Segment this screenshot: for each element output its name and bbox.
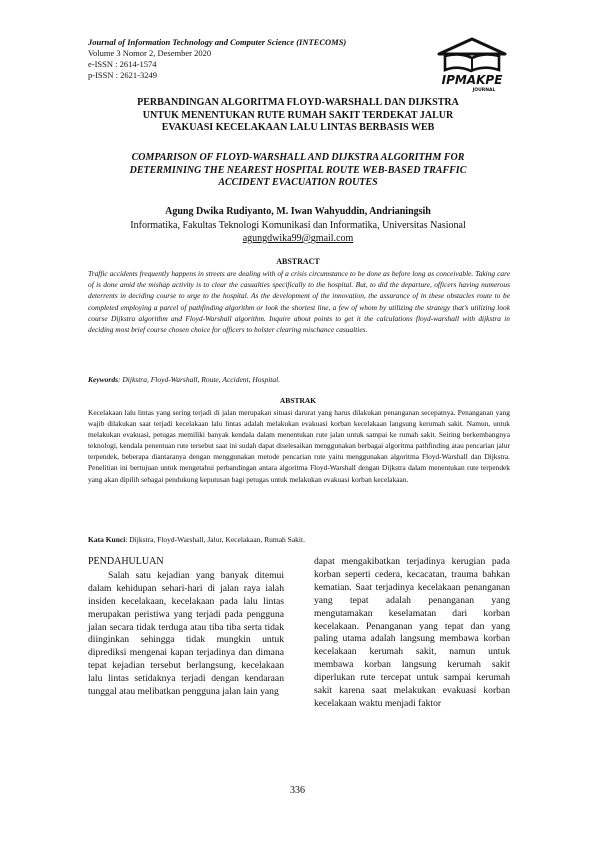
abstract-heading: ABSTRACT bbox=[276, 257, 320, 266]
author-email bbox=[88, 233, 508, 245]
title-id-line: UNTUK MENENTUKAN RUTE RUMAH SAKIT TERDEKAT JALUR bbox=[142, 109, 454, 121]
title-en-line: DETERMINING THE NEAREST HOSPITAL ROUTE WEB-BASED TRAFFIC bbox=[129, 164, 467, 176]
email-link[interactable]: agungdwika99@gmail.com bbox=[242, 233, 354, 244]
page-number: 336 bbox=[290, 785, 305, 796]
abstrak-text: Kecelakaan lalu lintas yang sering terjadi di jalan merupakan situasi darurat yang harus dilakukan penanganan secepatnya. Penanganan yang wajib dilakukan saat terjadi kecelakaan lalu lintas adalah melakukan evakuasi korban kecelakaan langsung kerumah sakit. Namun, untuk melakukan evakuasi, petugas memiliki banyak kendala dalam menentukan rute jalan untuk sampai ke rumah sakit. Seiring berkembangnya teknologi, kendala penentuan rute tersebut saat ini sudah dapat diselesaikan menggunakan berbagai algoritma pathfinding atau pencarian jalur terpendek, beberapa diantaranya dengan menggunakan metode pencarian rute yaitu menggunakan algoritma Floyd-Warshall dan Dijkstra. Penelitian ini bertujuan untuk mengetahui perbandingan antara algoritma Floyd-Warshall dengan Dijkstra dalam menentukan rute terpendek yang akan dipilih sebagai pendukung keputusan bagi petugas untuk melakukan evakuasi korban kecelakaan. bbox=[88, 408, 510, 484]
abstrak-heading: ABSTRAK bbox=[279, 396, 317, 405]
journal-title: Journal of Information Technology and Computer Science (INTECOMS) bbox=[88, 37, 347, 47]
kata-kunci bbox=[88, 535, 508, 545]
affiliation: Informatika, Fakultas Teknologi Komunikasi dan Informatika, Universitas Nasional bbox=[130, 220, 466, 231]
body-paragraph: Salah satu kejadian yang banyak ditemui dalam kehidupan sehari-hari di jalan raya ialah insiden kecelakaan, kecelakaan pada lalu lintas merupakan peristiwa yang terjadi pada pengguna jalan secara tidak terduga atau tiba tiba serta tidak diinginkan sehingga tidak mungkin untuk diprediksi mengenai kapan terjadinya dan dimana tepat kejadian tersebut berlangsung, kecelakaan lalu lintas setidaknya terjadi dengan kendaraan tunggal atau melibatkan pengguna jalan lain yang bbox=[88, 569, 284, 698]
title-id-line: PERBANDINGAN ALGORITMA FLOYD-WARSHALL DAN DIJKSTRA bbox=[137, 97, 459, 108]
journal-header bbox=[88, 37, 346, 81]
journal-volume: Volume 3 Nomor 2, Desember 2020 bbox=[88, 48, 212, 58]
logo-text: IPMAKPE bbox=[441, 73, 503, 87]
logo-subtext: JOURNAL bbox=[472, 88, 496, 92]
journal-eissn: e-ISSN : 2614-1574 bbox=[88, 59, 157, 69]
title-en-line: ACCIDENT EVACUATION ROUTES bbox=[218, 177, 378, 188]
title-id-line: EVAKUASI KECELAKAAN LALU LINTAS BERBASIS WEB bbox=[161, 122, 435, 133]
body-paragraph: dapat mengakibatkan terjadinya kerugian pada korban seperti cedera, kecacatan, trauma bahkan kematian. Saat terjadinya kecelakaan penanganan yang tepat adalah penanganan yang mengutamakan keselamatan dari korban kecelakaan. Penanganan yang tepat dan yang paling utama adalah langsung membawa korban kecelakaan kerumah sakit, namun untuk membawa korban langsung kerumah sakit diperlukan rute tercepat untuk sampai kerumah sakit karena saat melakukan evakuasi korban kecelakaan waktu menjadi faktor bbox=[314, 556, 510, 709]
kata-kunci-list: : Dijkstra, Floyd-Warshall, Jalur, Kecelakaan, Rumah Sakit. bbox=[125, 535, 305, 544]
body-column-right bbox=[314, 556, 510, 711]
title-indonesian bbox=[88, 97, 508, 135]
keywords bbox=[88, 375, 508, 385]
kata-kunci-label: Kata Kunci bbox=[88, 535, 126, 544]
body-column-left bbox=[88, 556, 284, 699]
keywords-label: Keywords bbox=[88, 375, 118, 384]
title-english bbox=[88, 152, 508, 190]
journal-pissn: p-ISSN : 2621-3249 bbox=[88, 70, 157, 80]
keywords-list: : Dijkstra, Floyd-Warshall, Route, Accident, Hospital. bbox=[118, 375, 281, 384]
authors: Agung Dwika Rudiyanto, M. Iwan Wahyuddin, Andrianingsih bbox=[165, 206, 431, 217]
abstract-text: Traffic accidents frequently happens in streets are dealing with of a crisis circumstance to be done as before long as conceivable. Taking care of is done amid the mishap activity is to clear the casualties specifically to the hospital. But, to did the departure, officers having numerous deterrents in deciding course to urge to the hospital. As the development of the innovation, the assurance of in these obstacles route to be completed employing a parcel of pathfinding algorithm or look the shortest line, a few of whom by utilizing the strategy that's utilizing look course Dijkstra algorithm and Floyd-Warshall algorithm. Inquire about points to get it the calculations floyd-warshall with dijkstra in deciding most brief course chosen choice for officers to bolster clearing mischance casualties. bbox=[88, 269, 510, 335]
title-en-line: COMPARISON OF FLOYD-WARSHALL AND DIJKSTRA ALGORITHM FOR bbox=[131, 152, 465, 163]
section-heading: PENDAHULUAN bbox=[88, 556, 164, 567]
journal-logo bbox=[432, 36, 512, 92]
